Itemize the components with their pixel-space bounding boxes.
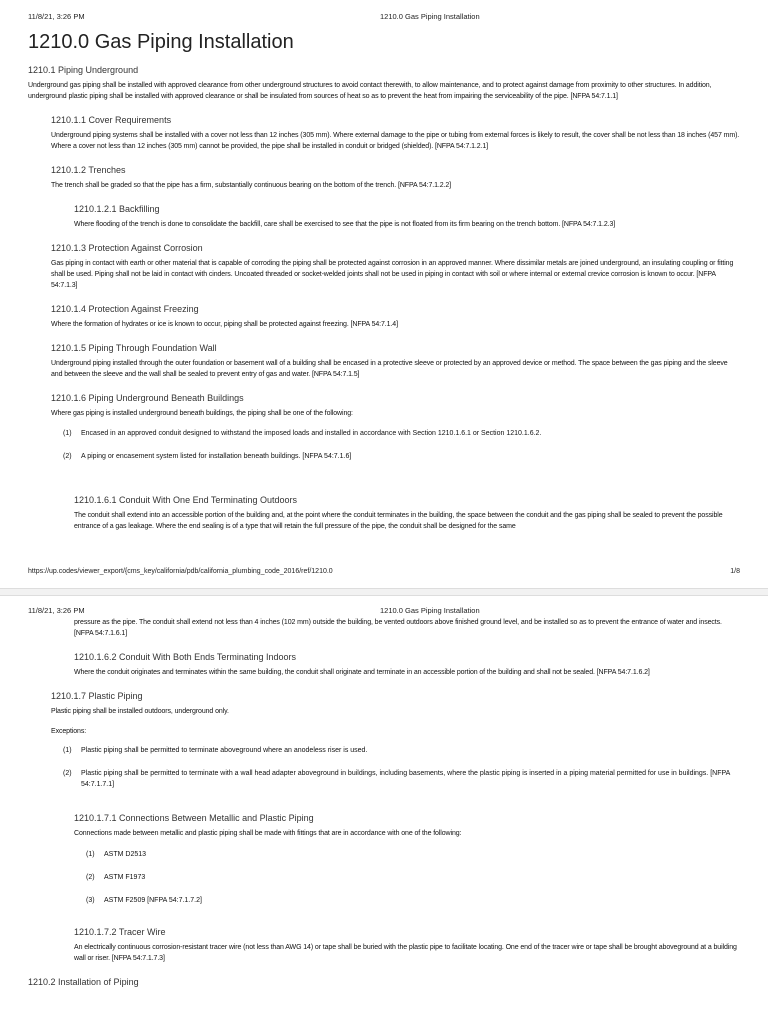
list-number: (2) <box>86 874 95 881</box>
section-1210-1-6-1-continued <box>74 617 740 639</box>
list-number: (3) <box>86 897 95 904</box>
section-heading: 1210.1.2 Trenches <box>51 165 126 175</box>
section-1210-1-6-2 <box>74 651 740 678</box>
page-title: 1210.0 Gas Piping Installation <box>28 31 294 53</box>
print-title: 1210.0 Gas Piping Installation <box>380 606 480 615</box>
section-text: The trench shall be graded so that the pipe has a firm, substantially continuous bearing on the bottom of the trench. [NFPA 54:7.1.2.2] <box>51 182 452 189</box>
list-item <box>63 768 740 790</box>
list-item <box>63 428 740 439</box>
section-text: The conduit shall extend into an accessible portion of the building and, at the point where the conduit terminates in the building, the space between the conduit and the gas piping shall be sealed to prevent the possible entrance of a gas leakage. Where the end sealing is of a type that will retain the full pressure of the pipe, the conduit shall be designed for the same <box>74 512 723 530</box>
section-1210-1-5 <box>51 342 740 380</box>
section-1210-1-1 <box>51 114 740 152</box>
section-heading: 1210.1.7.1 Connections Between Metallic and Plastic Piping <box>74 813 314 823</box>
list-number: (1) <box>63 430 72 437</box>
list-number: (1) <box>63 747 72 754</box>
section-1210-1-6 <box>51 392 740 462</box>
list-number: (2) <box>63 770 72 777</box>
section-1210-1 <box>28 64 740 102</box>
section-1210-1-2-1 <box>74 203 740 230</box>
section-text: pressure as the pipe. The conduit shall extend not less than 4 inches (102 mm) outside the building, be vented outdoors above finished ground level, and be installed so as to prevent the entrance of water and insects. [NFPA 54:7.1.6.1] <box>74 619 722 637</box>
section-1210-2 <box>28 976 740 988</box>
section-heading: 1210.1.3 Protection Against Corrosion <box>51 243 203 253</box>
section-heading: 1210.1 Piping Underground <box>28 65 139 75</box>
section-heading: 1210.1.4 Protection Against Freezing <box>51 304 199 314</box>
print-footer <box>28 568 740 580</box>
section-text: Where gas piping is installed underground beneath buildings, the piping shall be one of the following: <box>51 410 353 417</box>
section-text: Where the conduit originates and terminates within the same building, the conduit shall originate and terminate in an accessible portion of the building and shall not be sealed. [NFPA 54:7.1.6.2] <box>74 669 650 676</box>
section-text: Underground piping installed through the outer foundation or basement wall of a building shall be encased in a protective sleeve or protected by an approved device or method. The space between the gas piping and the sleeve and between the sleeve and the wall shall be sealed to prevent entry of gas and water. [NFPA 54:7.1.5] <box>51 360 728 378</box>
list-text: ASTM D2513 <box>104 851 147 858</box>
exceptions-label: Exceptions: <box>51 728 87 735</box>
list-item <box>86 849 740 860</box>
section-text: Underground gas piping shall be installed with approved clearance from other underground structures to avoid contact therewith, to allow maintenance, and to protect against damage from proximity to other structures. In addition, underground plastic piping shall be installed with approved clearance or shall be insulated from sources of heat so as to prevent the heat from impairing the serviceability of the pipe. [NFPA 54:7.1.1] <box>28 82 712 100</box>
print-header <box>28 12 740 24</box>
list-text: A piping or encasement system listed for installation beneath buildings. [NFPA 54:7.1.6] <box>81 453 352 460</box>
section-1210-1-2 <box>51 164 740 191</box>
print-page-2 <box>0 600 768 1024</box>
list-item <box>63 451 740 462</box>
list-text: Plastic piping shall be permitted to terminate aboveground where an anodeless riser is used. <box>81 747 368 754</box>
section-heading: 1210.1.5 Piping Through Foundation Wall <box>51 343 217 353</box>
section-heading: 1210.1.7 Plastic Piping <box>51 691 143 701</box>
print-timestamp: 11/8/21, 3:26 PM <box>28 606 85 615</box>
section-text: Plastic piping shall be installed outdoors, underground only. <box>51 708 229 715</box>
section-text: An electrically continuous corrosion-resistant tracer wire (not less than AWG 14) or tape shall be buried with the plastic pipe to facilitate locating. One end of the tracer wire or tape shall be brought aboveground at a building wall or riser. [NFPA 54:7.1.7.3] <box>74 944 737 962</box>
section-heading: 1210.1.7.2 Tracer Wire <box>74 927 166 937</box>
list-item <box>63 745 740 756</box>
section-text: Connections made between metallic and plastic piping shall be made with fittings that are in accordance with one of the following: <box>74 830 462 837</box>
section-heading: 1210.1.6 Piping Underground Beneath Buildings <box>51 393 244 403</box>
list-text: Plastic piping shall be permitted to terminate with a wall head adapter aboveground in buildings, including basements, where the plastic piping is inserted in a piping material permitted for use in buildings. [NFPA 54:7.1.7.1] <box>81 770 730 788</box>
section-1210-1-7-1 <box>74 812 740 906</box>
section-1210-1-3 <box>51 242 740 291</box>
document-body <box>28 30 740 532</box>
section-heading: 1210.1.1 Cover Requirements <box>51 115 172 125</box>
print-timestamp: 11/8/21, 3:26 PM <box>28 12 85 21</box>
print-title: 1210.0 Gas Piping Installation <box>380 12 480 21</box>
section-heading: 1210.1.6.2 Conduit With Both Ends Terminating Indoors <box>74 652 296 662</box>
section-text: Where flooding of the trench is done to consolidate the backfill, care shall be exercised to see that the pipe is not floated from its firm bearing on the trench bottom. [NFPA 54:7.1.2.3] <box>74 221 616 228</box>
section-1210-1-6-1 <box>74 494 740 532</box>
document-body <box>28 617 740 992</box>
list-number: (1) <box>86 851 95 858</box>
section-1210-1-7-2 <box>74 926 740 964</box>
section-1210-1-7 <box>51 690 740 790</box>
section-text: Gas piping in contact with earth or other material that is capable of corroding the piping shall be protected against corrosion in an approved manner. Where dissimilar metals are joined underground, an insulating coupling or fitting shall be used. Piping shall not be laid in contact with cinders. Uncoated threaded or socket-welded joints shall not be used in piping in contact with soil or where internal or external crevice corrosion is known to occur. [NFPA 54:7.1.3] <box>51 260 734 289</box>
page-separator <box>0 588 768 596</box>
list-text: Encased in an approved conduit designed to withstand the imposed loads and installed in accordance with Section 1210.1.6.1 or Section 1210.1.6.2. <box>81 430 542 437</box>
section-heading: 1210.1.6.1 Conduit With One End Terminating Outdoors <box>74 495 297 505</box>
section-heading: 1210.1.2.1 Backfilling <box>74 204 160 214</box>
list-text: ASTM F1973 <box>104 874 146 881</box>
section-text: Underground piping systems shall be installed with a cover not less than 12 inches (305 mm). Where external damage to the pipe or tubing from external forces is likely to result, the cover shall be not less than 18 inches (457 mm). Where a cover not less than 12 inches (305 mm) cannot be provided, the pipe shall be installed in conduit or bridged (shielded). [NFPA 54:7.1.2.1] <box>51 132 740 150</box>
print-page-number: 1/8 <box>730 568 740 575</box>
list-item <box>86 895 740 906</box>
section-1210-1-4 <box>51 303 740 330</box>
print-url: https://up.codes/viewer_export/{cms_key/california/pdb/california_plumbing_code_2016/ref/1210.0 <box>28 568 333 575</box>
list-text: ASTM F2509 [NFPA 54:7.1.7.2] <box>104 897 202 904</box>
section-text: Where the formation of hydrates or ice is known to occur, piping shall be protected against freezing. [NFPA 54:7.1.4] <box>51 321 398 328</box>
list-number: (2) <box>63 453 72 460</box>
list-item <box>86 872 740 883</box>
section-heading: 1210.2 Installation of Piping <box>28 977 139 987</box>
